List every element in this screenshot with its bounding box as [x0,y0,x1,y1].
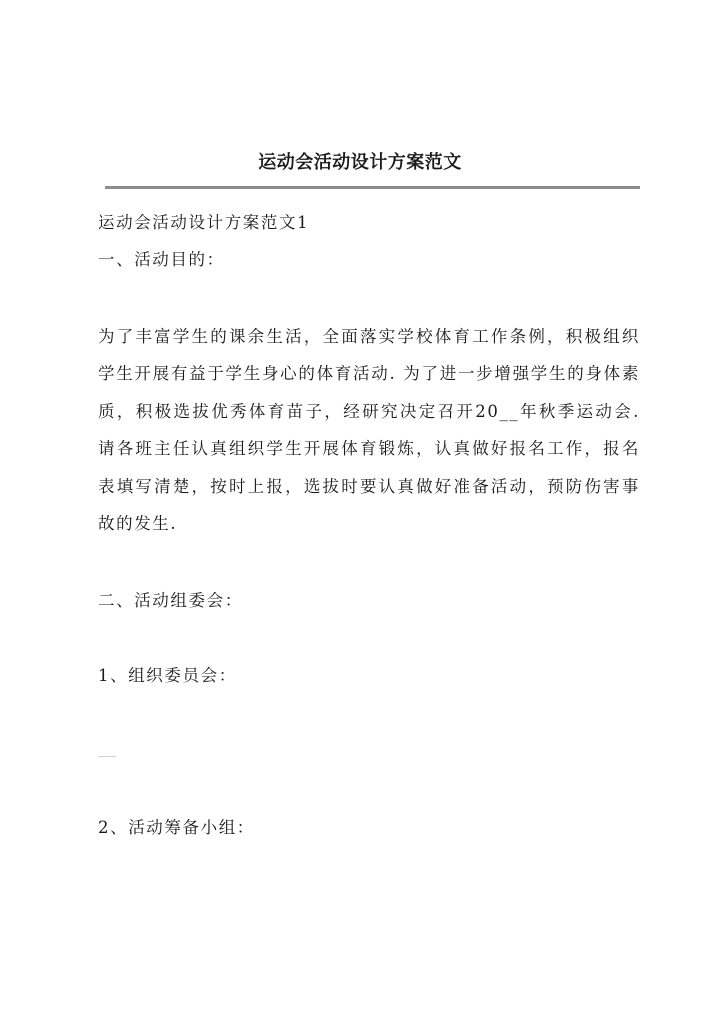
document-subtitle: 运动会活动设计方案范文1 [98,213,310,232]
section-1-body: 为了丰富学生的课余生活，全面落实学校体育工作条例，积极组织学生开展有益于学生身心的体育活动. 为了进一步增强学生的身体素质，积极选拔优秀体育苗子，经研究决定召开20__年秋季运动会. 请各班主任认真组织学生开展体育锻炼，认真做好报名工作，报名表填写清楚，按时上报，选拔时要认真做好准备活动，预防伤害事故的发生. [98,327,640,534]
title-divider [105,186,640,189]
section-1-heading: 一、活动目的： [98,250,225,269]
section-2-heading: 二、活动组委会： [98,591,243,610]
item-2-preparation-group: 2、活动筹备小组： [98,818,255,837]
placeholder-dash [98,756,116,757]
item-1-organizing-committee: 1、组织委员会： [98,666,237,685]
document-title: 运动会活动设计方案范文 [258,152,462,173]
